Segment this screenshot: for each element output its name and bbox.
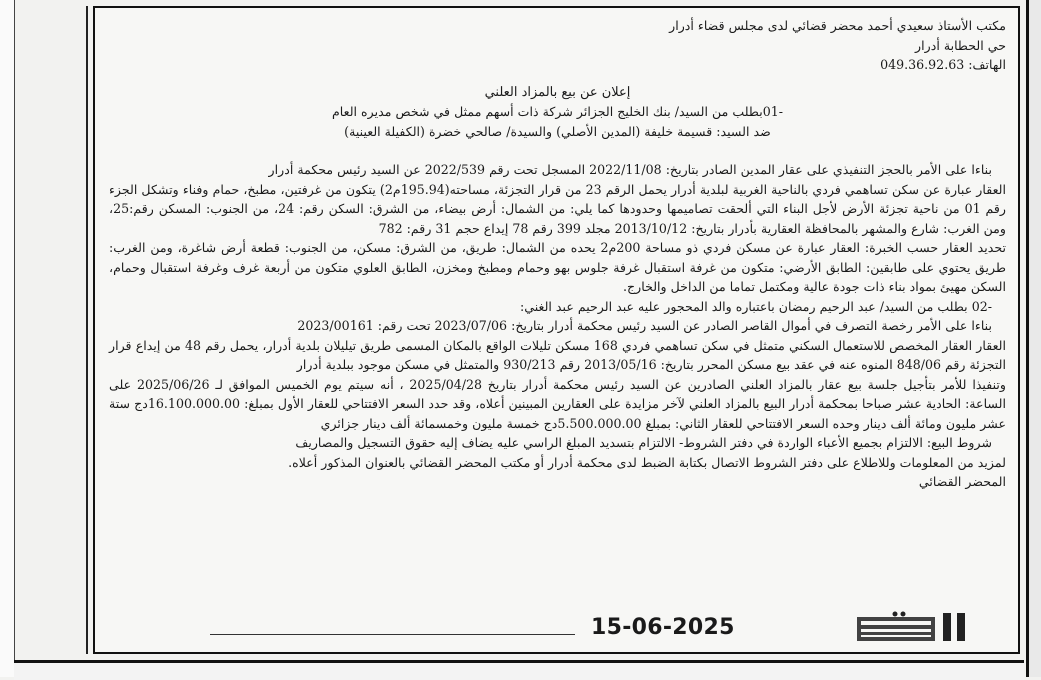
- paragraph: تحديد العقار حسب الخبرة: العقار عبارة عن مسكن فردي ذو مساحة 200م2 يحده من الشمال: طريق، من الشرق: مسكن، من الجنوب: قطعة أرض شاغرة، ومن الغرب: طريق يحتوي على طابقين: الطابق الأرضي: متكون من غرفة استقبال غرفة جلوس بهو وحمام ومطبخ ومخزن، الطابق العلوي متكون من أربعة غرف وغرفة استقبال وحمام، السكن مهيئ بمواد بناء ذات جودة عالية ومكتمل تماما من الداخل والخارج.: [109, 240, 1006, 294]
- notice-heading: [109, 83, 1006, 142]
- paragraph: بناءا على الأمر بالحجز التنفيذي على عقار المدين الصادر بتاريخ: 2022/11/08 المسجل تحت رقم 2022/539 عن السيد رئيس محكمة أدرار: [268, 162, 992, 177]
- paragraph: بناءا على الأمر رخصة التصرف في أموال القاصر الصادر عن السيد رئيس محكمة أدرار بتاريخ: 2023/07/06 تحت رقم: 2023/00161: [297, 318, 992, 333]
- paragraph: وتنفيذا للأمر بتأجيل جلسة بيع عقار بالمزاد العلني الصادرين عن السيد رئيس محكمة أدرار بتاريخ 2025/04/28 ، أنه سيتم يوم الخميس الموافق لـ 2025/06/26 على الساعة: الحادية عشر صباحا بمحكمة أدرار البيع بالمزاد العلني لآخر مزايدة على العقارين المبينين أعلاه، وقد حدد السعر الافتتاحي للعقار الأول بمبلغ: 16.100.000.00دج ستة عشر مليون ومائة ألف دينار وحده السعر الافتتاحي للعقار الثاني: بمبلغ 5.500.000.00دج خمسة مليون وخمسمائة ألف دينار جزائري: [109, 376, 1006, 431]
- signature: المحضر القضائي: [918, 474, 1006, 489]
- publication-date: 15-06-2025: [591, 615, 735, 640]
- bottom-border: [14, 660, 1024, 680]
- office-name: مكتب الأستاذ سعيدي أحمد محضر قضائي لدى مجلس قضاء أدرار: [669, 18, 1006, 33]
- left-page-edge: [0, 0, 15, 677]
- notice-title: إعلان عن بيع بالمزاد العلني: [484, 84, 631, 100]
- office-address: حي الحطابة أدرار: [915, 37, 1006, 53]
- notice-content: [109, 16, 1006, 612]
- newspaper-logo: [855, 609, 975, 645]
- paragraph: العقار عبارة عن سكن تساهمي فردي بالناحية الغربية لبلدية أدرار يحمل الرقم 23 من قرار التجزئة، مساحته(195.94م2) يتكون من غرفتين، مطبخ، حمام وفناء وتشكل الجزء رقم 01 من ناحية تجزئة الأرض لأجل البناء التي ألحقت تصاميمها وحدودها كما يلي: من الشمال: أرض بيضاء، من الشرق: السكن رقم: 24، من الجنوب: المسكن رقم:25، ومن الغرب: شارع والمشهر بالمحافظة العقارية بأدرار بتاريخ: 2013/10/12 مجلد 399 رقم 78 إيداع حجم 31 رقم: 782: [109, 181, 1006, 236]
- column-divider: [86, 6, 88, 654]
- footer-rule: [210, 634, 575, 635]
- paragraph: العقار العقار المخصص للاستعمال السكني متمثل في سكن تساهمي فردي 168 مسكن تليلات الواقع بالمكان المسمى طريق تيليلان بلدية أدرار، يحمل رقم 48 من إيداع قرار التجزئة رقم 848/06 المنوه عنه في عقد بيع مسكن المحرر بتاريخ: 2013/05/16 رقم 930/213 والمتمثل في مسكن موجود ببلدية أدرار: [109, 337, 1006, 372]
- paragraph: -02 بطلب من السيد/ عبد الرحيم رمضان باعتباره والد المحجور عليه عبد الرحيم عبد الغني:: [519, 298, 992, 314]
- office-header: [109, 16, 1006, 75]
- paragraph: شروط البيع: الالتزام بجميع الأعباء الواردة في دفتر الشروط- الالتزام بتسديد المبلغ الراسي عليه يضاف إليه حقوق التسجيل والمصاريف: [295, 435, 992, 450]
- plaintiff-line: -01بطلب من السيد/ بنك الخليج الجزائر شركة ذات أسهم ممثل في شخص مديره العام: [331, 104, 783, 119]
- defendant-line: ضد السيد: قسيمة خليفة (المدين الأصلي) والسيدة/ صالحي خضرة (الكفيلة العينية): [344, 123, 771, 139]
- notice-frame: [93, 6, 1020, 654]
- office-phone: الهاتف: 049.36.92.63: [880, 57, 1006, 72]
- paragraph: لمزيد من المعلومات وللاطلاع على دفتر الشروط الاتصال بكتابة الضبط لدى محكمة أدرار أو مكتب المحضر القضائي بالعنوان المذكور أعلاه.: [288, 454, 1006, 470]
- notice-body: [109, 160, 1006, 492]
- right-page-edge: [1026, 0, 1041, 677]
